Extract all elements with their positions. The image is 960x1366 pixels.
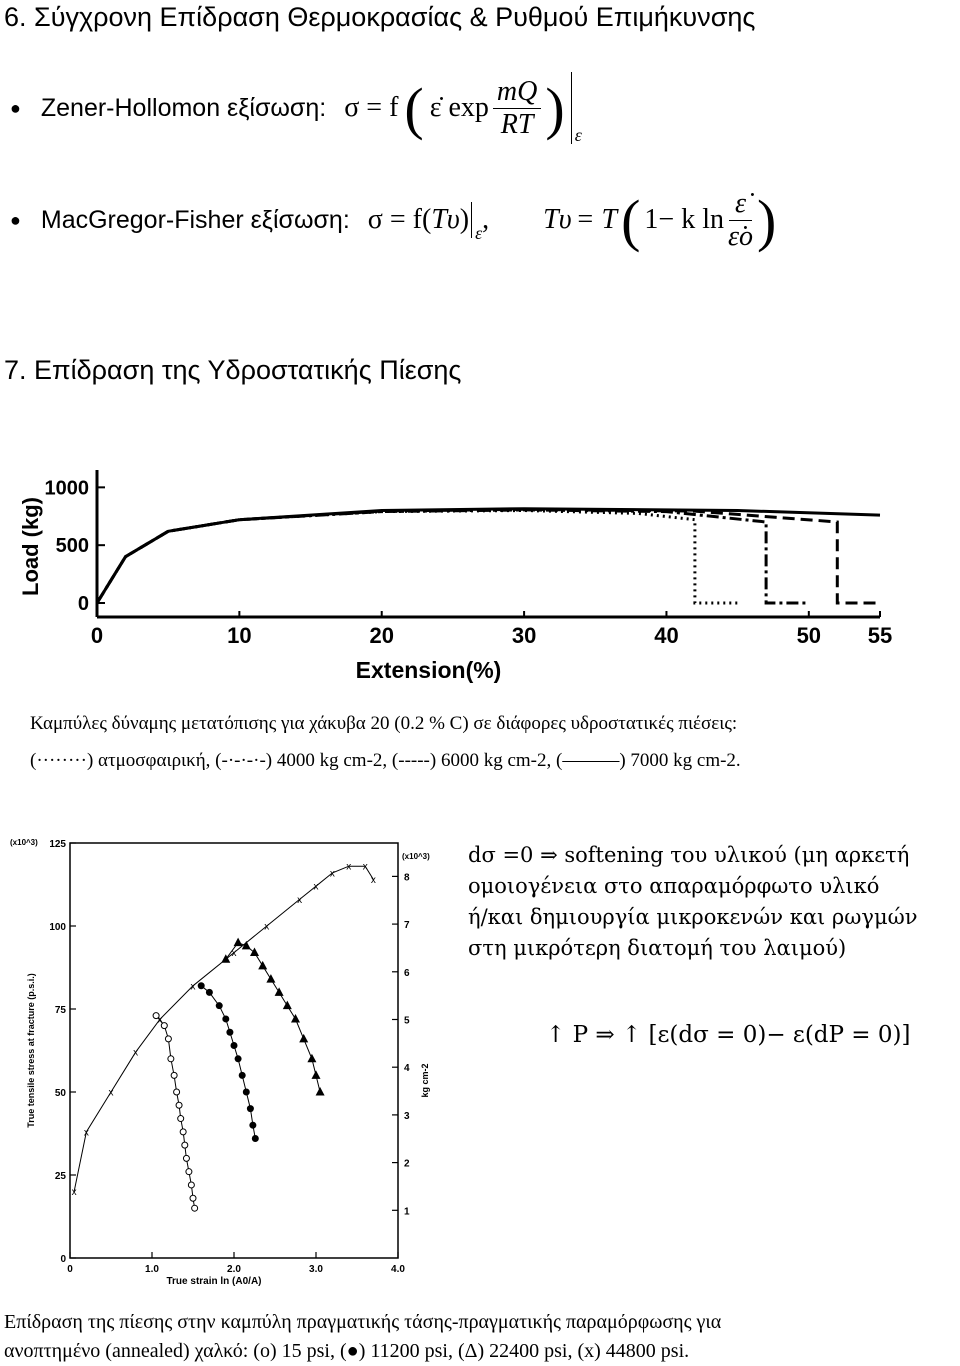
macgregor-label: MacGregor-Fisher εξίσωση: — [40, 205, 350, 234]
note-line-4: στη μικρότερη διατομή του λαιμού) — [468, 936, 847, 960]
x-tick-label: 10 — [227, 623, 252, 648]
marker-triangle — [234, 938, 243, 947]
note-line-2: ομοιογένεια στο απαραμόρφωτο υλικό — [468, 874, 880, 898]
marker-filled-circle — [239, 1072, 246, 1079]
marker-triangle — [316, 1087, 325, 1096]
y-tick-label: 25 — [54, 1171, 66, 1182]
marker-triangle — [299, 1034, 308, 1043]
x-tick-label: 30 — [511, 623, 537, 648]
x-tick-label: 2.0 — [227, 1264, 241, 1275]
bullet-icon: ● — [10, 209, 21, 230]
bullet-icon: ● — [10, 97, 21, 118]
y2-tick-label: 5 — [404, 1015, 410, 1027]
tv-paren-open: ( — [621, 187, 641, 253]
marker-x: x — [231, 948, 237, 960]
softening-note — [468, 840, 958, 964]
zener-label: Zener-Hollomon εξίσωση: — [40, 93, 327, 122]
macgregor-bar — [471, 202, 472, 238]
y-tick-label: 0 — [60, 1254, 66, 1265]
marker-filled-circle — [222, 1015, 229, 1022]
marker-x: x — [370, 875, 376, 887]
series-line-1 — [97, 511, 738, 604]
marker-x: x — [108, 1087, 114, 1099]
marker-x: x — [190, 981, 196, 993]
marker-open-circle — [171, 1072, 177, 1078]
series-line-1 — [156, 1016, 195, 1209]
marker-filled-circle — [231, 1042, 238, 1049]
y2-tick-label: 4 — [404, 1063, 410, 1075]
x-tick-label: 1.0 — [145, 1264, 159, 1275]
marker-filled-circle — [249, 1122, 256, 1129]
macgregor-comma: , — [482, 204, 490, 235]
marker-open-circle — [176, 1102, 182, 1108]
marker-filled-circle — [235, 1055, 242, 1062]
marker-open-circle — [174, 1089, 180, 1095]
marker-triangle — [312, 1070, 321, 1079]
x-tick-label: 50 — [796, 623, 822, 648]
marker-triangle — [266, 974, 275, 983]
zener-subscript: ε — [574, 125, 582, 145]
marker-open-circle — [188, 1182, 194, 1188]
tv-eq: = T — [575, 204, 618, 235]
tv-inner: 1− k ln — [644, 204, 724, 235]
y2-tick-label: 7 — [404, 920, 410, 932]
marker-open-circle — [178, 1116, 184, 1122]
marker-triangle — [258, 961, 267, 970]
macgregor-close: ) — [459, 204, 470, 235]
y-tick-label: 100 — [49, 922, 66, 933]
section-6-title: 6. Σύγχρονη Επίδραση Θερμοκρασίας & Ρυθμού Επιμήκυνσης — [4, 2, 756, 32]
marker-filled-circle — [247, 1105, 254, 1112]
zener-numerator: mQ — [493, 76, 541, 109]
marker-triangle — [291, 1014, 300, 1023]
zener-bar — [571, 72, 572, 144]
y2-tick-label: 8 — [404, 872, 410, 884]
marker-filled-circle — [206, 989, 213, 996]
note-line-3: ή/και δημιουργία μικροκενών και ρωγμών — [468, 905, 918, 929]
marker-filled-circle — [226, 1029, 233, 1036]
macgregor-tv: Tυ — [431, 204, 460, 235]
x-axis-label: True strain ln (A0/A) — [166, 1276, 262, 1287]
y-tick-label: 125 — [49, 839, 66, 850]
y-tick-label: 0 — [77, 593, 89, 615]
chart2-caption-line2: ανοπτημένο (annealed) χαλκό: (o) 15 psi, (●) 11200 psi, (Δ) 22400 psi, (x) 44800 psi. — [4, 1340, 690, 1362]
marker-x: x — [157, 1014, 163, 1026]
marker-open-circle — [180, 1129, 186, 1135]
y-tick-label: 1000 — [44, 477, 89, 500]
marker-open-circle — [190, 1195, 196, 1201]
x-axis-label: Extension(%) — [355, 657, 502, 683]
tv-paren-close: ) — [757, 187, 777, 253]
y-tick-label: 500 — [55, 535, 89, 558]
x-tick-label: 40 — [654, 623, 679, 648]
marker-open-circle — [168, 1056, 174, 1062]
series-line-3 — [226, 943, 320, 1092]
x-tick-label: 0 — [90, 623, 104, 648]
y-axis-unit: (x10^3) — [10, 838, 38, 847]
marker-open-circle — [192, 1205, 198, 1211]
y2-tick-label: 1 — [404, 1206, 410, 1218]
marker-x: x — [83, 1127, 89, 1139]
macgregor-lhs: σ = f( — [367, 204, 432, 235]
y-axis-label: True tensile stress at fracture (p.s.i.) — [26, 973, 36, 1128]
zener-paren-close: ) — [545, 75, 565, 141]
marker-filled-circle — [198, 982, 205, 989]
x-tick-label: 4.0 — [391, 1264, 405, 1275]
tv-fraction — [728, 188, 753, 253]
marker-triangle — [250, 948, 259, 957]
series-line-2 — [97, 510, 809, 603]
marker-x: x — [71, 1187, 77, 1199]
marker-x: x — [297, 894, 303, 906]
tv-eq-lhs: Tυ — [543, 204, 572, 235]
x-tick-label: 55 — [867, 623, 893, 648]
y-tick-label: 50 — [54, 1088, 66, 1099]
zener-paren-open: ( — [404, 75, 424, 141]
zener-rate: ε̇ exp — [429, 92, 489, 123]
y2-tick-label: 2 — [404, 1158, 410, 1170]
plot-frame — [70, 843, 398, 1258]
marker-x: x — [133, 1047, 139, 1059]
chart1-caption-line1: Καμπύλες δύναμης μετατόπισης για χάκυβα 20 (0.2 % C) σε διάφορες υδροστατικές πιέσεις: — [30, 713, 738, 734]
y2-tick-label: 6 — [404, 967, 410, 979]
y-tick-label: 75 — [54, 1005, 66, 1016]
marker-x: x — [362, 861, 368, 873]
zener-lhs: σ = f — [344, 92, 399, 123]
series-line-4 — [74, 866, 373, 1191]
marker-x: x — [329, 868, 335, 880]
true-stress-strain-chart — [0, 825, 460, 1295]
macgregor-fisher-row — [10, 187, 777, 253]
marker-x: x — [313, 881, 319, 893]
pressure-formula: ↑ P ⇒ ↑ [ε(dσ = 0)− ε(dP = 0)] — [546, 1022, 911, 1048]
chart2-caption-line1: Επίδραση της πίεσης στην καμπύλη πραγματικής τάσης-πραγματικής παραμόρφωσης για — [4, 1311, 722, 1333]
y2-axis-label: kg cm-2 — [420, 1063, 430, 1098]
marker-triangle — [283, 1001, 292, 1010]
marker-open-circle — [183, 1155, 189, 1161]
marker-x: x — [346, 861, 352, 873]
marker-x: x — [264, 921, 270, 933]
load-extension-chart — [0, 460, 960, 685]
zener-fraction — [493, 76, 541, 141]
zener-denominator: RT — [500, 108, 534, 140]
note-line-1: dσ =0 ⇒ softening του υλικού (μη αρκετή — [468, 843, 910, 867]
y2-axis-unit: (x10^3) — [402, 852, 430, 861]
marker-open-circle — [186, 1169, 192, 1175]
marker-filled-circle — [243, 1089, 250, 1096]
chart1-caption-line2: (········) ατμοσφαιρική, (-·-·-·-) 4000 kg cm-2, (-----) 6000 kg cm-2, (———) 7000 kg cm-2. — [30, 750, 741, 771]
macgregor-subscript: ε — [475, 223, 483, 243]
zener-hollomon-row — [10, 75, 582, 145]
y-axis-label: Load (kg) — [18, 497, 43, 596]
marker-filled-circle — [216, 1002, 223, 1009]
x-tick-label: 20 — [369, 623, 394, 648]
marker-triangle — [275, 987, 284, 996]
x-tick-label: 3.0 — [309, 1264, 323, 1275]
y2-tick-label: 3 — [404, 1110, 410, 1122]
series-line-2 — [201, 986, 255, 1139]
x-tick-label: 0 — [67, 1264, 73, 1275]
tv-numerator: ε̇ — [729, 188, 752, 221]
marker-open-circle — [182, 1142, 188, 1148]
tv-denominator: ε̇o — [727, 220, 754, 252]
section-7-title: 7. Επίδραση της Υδροστατικής Πίεσης — [4, 355, 462, 385]
marker-open-circle — [165, 1036, 171, 1042]
marker-triangle — [307, 1054, 316, 1063]
marker-filled-circle — [252, 1135, 259, 1142]
